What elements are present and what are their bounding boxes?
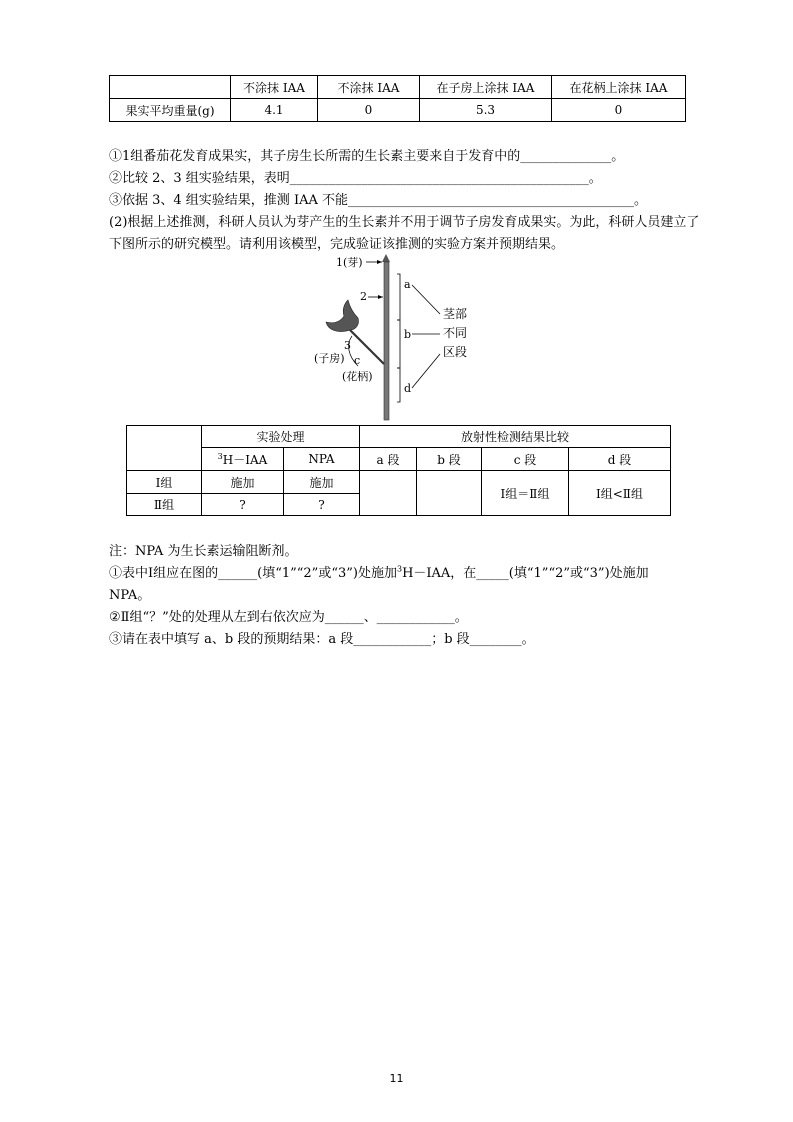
experiment-table [126, 425, 671, 516]
note-text: 注：NPA 为生长素运输阻断剂。 [109, 544, 298, 559]
label-bud: 1(芽) [336, 256, 363, 269]
table-cell: 4.1 [231, 99, 318, 122]
table-header-cell: 在子房上涂抹 IAA [420, 76, 552, 99]
table-cell: 5.3 [420, 99, 552, 122]
row-label: Ⅰ组 [127, 471, 202, 494]
answer-cell-b [417, 471, 482, 516]
stem-label-line2: 不同 [443, 326, 468, 340]
label-a: a [404, 278, 411, 291]
table-cell: ? [202, 494, 284, 516]
question-1-2: ②比较 2、3 组实验结果，表明______________________________________________。 [109, 171, 602, 186]
table-row [127, 471, 671, 494]
plant-model-diagram [300, 252, 500, 424]
question-2-1: ①表中Ⅰ组应在图的______(填“1”“2”或“3”)处施加$^3$H－IAA，在_____(填“1”“2”或“3”)处施加 [109, 564, 649, 581]
table-subheader-row [127, 448, 671, 471]
question-2-2: ②Ⅱ组“？”处的处理从左到右依次应为______、____________。 [109, 610, 468, 625]
stem-label-line3: 区段 [443, 345, 468, 359]
page-number: 11 [389, 1072, 404, 1085]
label-3: 3 [344, 339, 351, 352]
table-header-cell: $^3$H－IAA [202, 448, 284, 471]
row-label: 果实平均重量(g) [110, 99, 231, 122]
label-d: d [404, 382, 412, 395]
label-c: c [354, 354, 361, 367]
ovary-flower [326, 300, 359, 332]
table-cell: 0 [318, 99, 420, 122]
table-header-row [110, 76, 686, 99]
table-header-cell: 不涂抹 IAA [318, 76, 420, 99]
table-cell: ? [284, 494, 360, 516]
table-header-cell: d 段 [569, 448, 671, 471]
table-header-cell: b 段 [417, 448, 482, 471]
table-header-cell: c 段 [482, 448, 569, 471]
part2-intro-line1: (2)根据上述推测，科研人员认为芽产生的生长素并不用于调节子房发育成果实。为此，科研人员建立了 [109, 215, 700, 230]
table-header-cell: a 段 [360, 448, 417, 471]
label-stalk: (花柄) [342, 370, 373, 383]
label-b: b [404, 328, 412, 341]
row-label: Ⅱ组 [127, 494, 202, 516]
part2-intro-line2: 下图所示的研究模型。请利用该模型，完成验证该推测的实验方案并预期结果。 [109, 237, 565, 252]
table-cell: 施加 [284, 471, 360, 494]
table-cell: Ⅰ组＝Ⅱ组 [482, 471, 569, 516]
stem-label-line1: 茎部 [443, 307, 468, 321]
label-2: 2 [360, 290, 367, 303]
table-header-cell: 实验处理 [202, 426, 360, 448]
question-1-3: ③依据 3、4 组实验结果，推测 IAA 不能____________________________________________。 [109, 193, 647, 208]
bud-tip [382, 254, 390, 262]
table-header-cell: 在花柄上涂抹 IAA [552, 76, 686, 99]
table-corner-cell [127, 426, 202, 471]
results-table [109, 75, 686, 122]
table-row [110, 99, 686, 122]
table-header-cell: 放射性检测结果比较 [360, 426, 671, 448]
question-1-1: ①1组番茄花发育成果实，其子房生长所需的生长素主要来自于发育中的______________。 [109, 149, 625, 164]
table-cell: 0 [552, 99, 686, 122]
label-ovary: (子房) [314, 352, 345, 365]
table-cell: Ⅰ组<Ⅱ组 [569, 471, 671, 516]
table-cell: 施加 [202, 471, 284, 494]
table-header-row [127, 426, 671, 448]
table-header-cell: NPA [284, 448, 360, 471]
stem [384, 262, 389, 420]
question-2-1-cont: NPA。 [109, 588, 151, 603]
answer-cell-a [360, 471, 417, 516]
table-header-cell [110, 76, 231, 99]
question-2-3: ③请在表中填写 a、b 段的预期结果：a 段____________；b 段________。 [109, 632, 535, 647]
table-header-cell: 不涂抹 IAA [231, 76, 318, 99]
